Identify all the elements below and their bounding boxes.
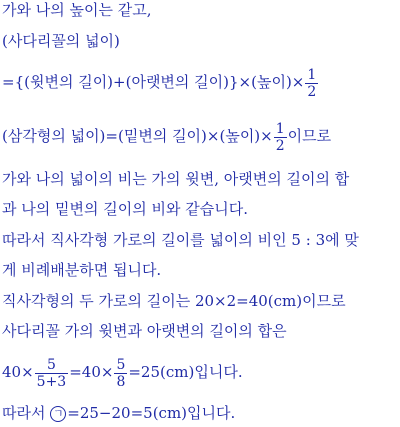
line-12-prefix: 따라서 — [2, 404, 46, 422]
fraction-five-over-five-plus-three — [35, 357, 69, 390]
text-line-2: (사다리꼴의 넓이) — [2, 32, 120, 50]
text-line-11 — [2, 352, 243, 392]
text-line-5: 가와 나의 넓이의 비는 가의 윗변, 아랫변의 길이의 합 — [2, 170, 350, 188]
text-line-8: 게 비례배분하면 됩니다. — [2, 261, 162, 279]
formula-triangle-area: (삼각형의 넓이)=(밑변의 길이)×(높이)× — [2, 127, 273, 145]
fraction-denominator: 2 — [307, 83, 317, 100]
fraction-numerator: 1 — [275, 120, 285, 137]
text-line-7: 따라서 직사각형 가로의 길이를 넓이의 비인 5 : 3에 맞 — [2, 231, 359, 249]
text-line-3 — [2, 62, 319, 102]
text-line-1: 가와 나의 높이는 같고, — [2, 1, 152, 19]
formula-trapezoid-area: ={(윗변의 길이)+(아랫변의 길이)}×(높이)× — [2, 73, 305, 91]
text-line-4 — [2, 116, 331, 156]
fraction-one-half — [305, 67, 318, 100]
line-12-equation: =25−20=5(cm)입니다. — [67, 404, 236, 422]
calc-part-b: =40× — [69, 363, 114, 381]
fraction-one-half — [274, 121, 287, 154]
fraction-denominator: 2 — [275, 137, 285, 154]
fraction-numerator: 5 — [116, 356, 126, 373]
text-line-12 — [2, 404, 235, 422]
fraction-numerator: 5 — [35, 357, 69, 374]
calc-part-a: 40× — [2, 363, 34, 381]
fraction-numerator: 1 — [307, 66, 317, 83]
line-4-tail: 이므로 — [287, 127, 332, 145]
fraction-denominator: 8 — [116, 373, 126, 390]
text-line-10: 사다리꼴 가의 윗변과 아랫변의 길이의 합은 — [2, 322, 287, 340]
fraction-denominator: 5+3 — [36, 373, 67, 390]
circled-giyeok-symbol: ㄱ — [50, 406, 66, 422]
text-line-9: 직사각형의 두 가로의 길이는 20×2=40(cm)이므로 — [2, 292, 346, 310]
fraction-five-eighths — [114, 357, 127, 390]
text-line-6: 과 나의 밑변의 길이의 비와 같습니다. — [2, 200, 248, 218]
calc-part-c: =25(cm)입니다. — [128, 363, 243, 381]
